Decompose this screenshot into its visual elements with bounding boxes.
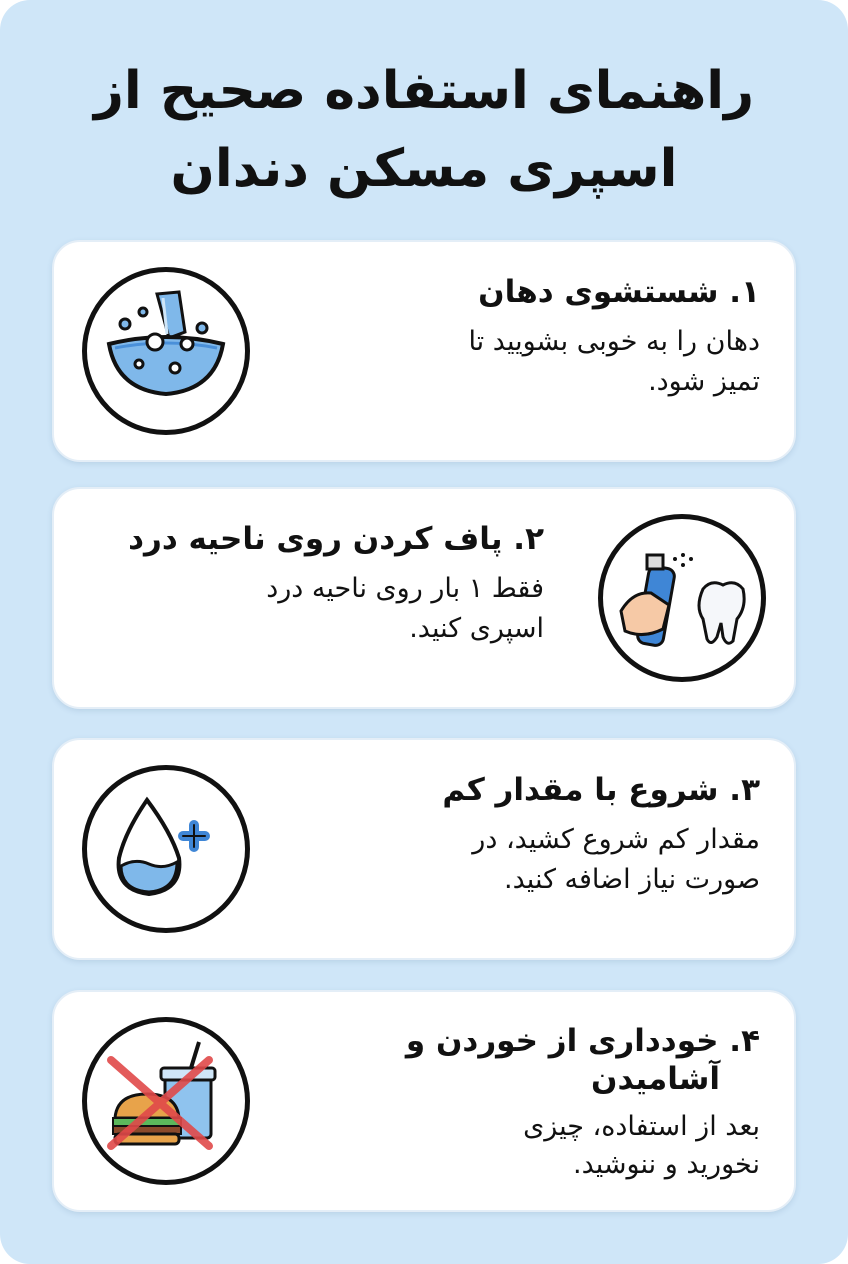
step-card-1 bbox=[52, 240, 796, 462]
step-card-3 bbox=[52, 738, 796, 960]
step-body-4-line-1: بعد از استفاده، چیزی bbox=[523, 1111, 760, 1142]
spray-tooth-icon bbox=[598, 514, 766, 682]
step-body-1-line-2: تمیز شود. bbox=[648, 366, 760, 397]
washing-bowl-icon bbox=[82, 267, 250, 435]
title-line-1: راهنمای استفاده صحیح از bbox=[93, 61, 755, 121]
step-title-1: ۱. شستشوی دهان bbox=[478, 274, 760, 310]
step-text-4 bbox=[320, 1022, 760, 1184]
step-body-2-line-1: فقط ۱ بار روی ناحیه درد bbox=[266, 573, 544, 604]
step-body-4 bbox=[320, 1108, 760, 1184]
step-body-4-line-2: نخورید و ننوشید. bbox=[573, 1149, 760, 1180]
page-title bbox=[40, 52, 808, 208]
step-body-2-line-2: اسپری کنید. bbox=[409, 613, 544, 644]
step-title-2: ۲. پاف کردن روی ناحیه درد bbox=[128, 521, 544, 557]
step-title-4 bbox=[320, 1022, 760, 1098]
step-body-3-line-1: مقدار کم شروع کشید، در bbox=[472, 824, 760, 855]
step-text-1 bbox=[320, 272, 760, 402]
step-card-4 bbox=[52, 990, 796, 1212]
no-food-drink-icon bbox=[82, 1017, 250, 1185]
step-title-4-line-1: ۴. خودداری از خوردن و bbox=[405, 1023, 760, 1059]
step-title-3: ۳. شروع با مقدار کم bbox=[442, 772, 760, 808]
step-card-2 bbox=[52, 487, 796, 709]
step-body-3-line-2: صورت نیاز اضافه کنید. bbox=[504, 864, 760, 895]
step-body-3 bbox=[320, 820, 760, 900]
water-drop-plus-icon bbox=[82, 765, 250, 933]
step-text-2 bbox=[94, 519, 544, 649]
step-body-2 bbox=[94, 569, 544, 649]
step-body-1 bbox=[320, 322, 760, 402]
step-body-1-line-1: دهان را به خوبی بشویید تا bbox=[468, 326, 760, 357]
step-title-4-line-2: آشامیدن bbox=[591, 1061, 720, 1097]
title-line-2: اسپری مسکن دندان bbox=[170, 139, 678, 199]
step-text-3 bbox=[320, 770, 760, 900]
